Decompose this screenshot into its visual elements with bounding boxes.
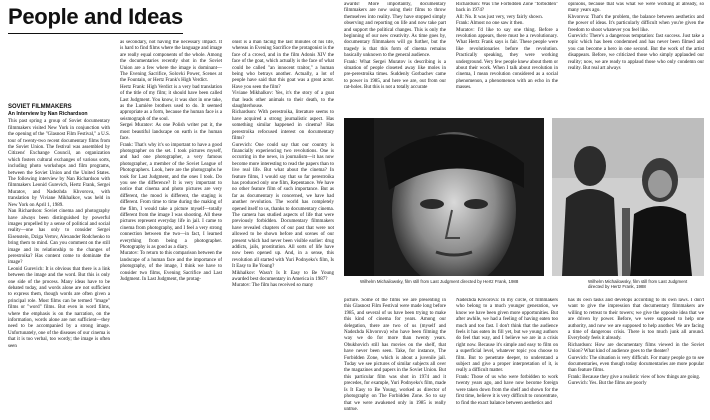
paragraph: has its own tasks and develops according to its own laws. I don't want to give the impression that documentary filmmakers are willing to retreat to their towers; we give the opposite idea that we are driven by power. Before, we were supposed to help one authority, and now we are supposed to help another. We are facing a time of dangerous crisis. There is too much junk all around. Everybody feels it already. [568, 298, 704, 342]
paragraph: Richardson: With perestroika, literature seems to have acquired a strong journalistic aspect. Has something similar happened in cinema? Has perestroika refocused interest on documentary films? [232, 110, 334, 142]
paragraph: onist is a man facing the last minutes of his life, whereas in Evening Sacrifice the protagonist is the face of a crowd, and in the film Adonis XIV the face of the goat, which actually is the face of what could be called "an innocent traitor," a human being who betrays another. Actually, a lot of people have said that this goat was a great actor. Have you seen the film? [232, 40, 334, 90]
paragraph: Leonid Gurevich: It is obvious that there is a link between the image and the word. But this is only one side of the process. Many ideas have to be debated today, and words alone are not sufficient to express them, though words are often given a principal role. Most films can be termed "image" films or "word" films. But even in word films, where the emphasis is on the narration, on the information, words alone are not sufficient—they need to be accompanied by a strong image. Unfortunately, one of the diseases of our cinema is that it is too verbal, too wordy; the image is often seen [8, 266, 110, 349]
film-still-right [552, 118, 704, 276]
paragraph: Mikhalkov: Wasn't Is It Easy to Be Young awarded best documentary in America in 1987? [232, 270, 334, 283]
right-photo-caption: Wilhelm Michailowsky, film still from Last Judgment directed by Hertz Frank, 1988 [588, 279, 688, 290]
paragraph: All: No. It was just very, very fairly shown. [456, 14, 544, 20]
paragraph: Gurevich: One could say that our country is financially experiencing two revolutions. One is occurring in the news, in journalism—it has now become more interesting to read the papers than to live real life. But what about the cinema? In feature films, I would say that so far perestroika has produced only one film, Repentance. We have no other feature film of such importance. But as far as documentary is concerned, we have had another revolution. The world has completely opened itself to us, thanks to documentary cinema. The camera has studied aspects of life that were previously forbidden. Documentary filmmakers have revealed chapters of our past that were not allowed to be shown before and scenes of our present which had never been visible earlier: drug addicts, jails, prostitution. All sorts of life have now been opened up. And, in a sense, this revolution all started with Yuri Podnyeks's film, Is It Easy to Be Young? [232, 142, 334, 270]
paragraph: Gurevich: The situation is very difficult. For many people go to see documentaries, even though today documentaries are more popular than feature films. [568, 355, 704, 374]
film-still-left [344, 118, 544, 276]
article-column-6-bottom [568, 298, 704, 418]
paragraph: Gurevich: Yes. But the films are poorly [568, 381, 647, 387]
article-column-4-top [344, 2, 446, 114]
article-column-3 [232, 40, 334, 416]
article-heading: SOVIET FILMMAKERS [8, 104, 72, 110]
article-column-5-top [456, 2, 558, 114]
paragraph: Sergei Muratov: As one Polish writer put it, the most beautiful landscape on earth is the human face. [120, 123, 222, 142]
title-rule [8, 33, 183, 34]
paragraph: Nan Richardson: Soviet cinema and photography have always been distinguished by powerful images propelled by a sense of political and social reality—one has only to consider Sergei Eisenstein, Dziga Vertov, Alexander Rodchenko to bring them to mind. Can you comment on the still image and its relationship to the changes of perestroika? Has content come to dominate the image? [8, 209, 110, 266]
paragraph: Frank: That's why it's so important to have a good photographer on the set. I took pictures myself, and had one photographer, a very famous photographer, a member of the Soviet League of Photographers. Look, here are the photographs he took for Last Judgment, and the ones I took. Do you see the difference? It is very important to notice that cinema and photo pictures are very different, the mood is different, the staging is different. From time to time during the making of the film, I would take a picture myself—totally different from the image I was shooting. All these pictures represent everyday life in jail. I came to cinema from photography, and I feel a very strong connection between the two—in fact, I learned everything from being a photographer. Photography is as good as a diary. [120, 142, 222, 250]
jail-scene-image [552, 118, 704, 276]
article-column-6-top [568, 2, 704, 114]
paragraph: as secondary, not having the necessary impact. It is hard to find films where the language and image are really equal components of the whole. Among the documentaries recently shot in the Soviet Union are a few where the image is dominant—The Evening Sacrifice, Solovki Power, Scenes at the Fountain, or Hertz Frank's High Verdict. [120, 40, 222, 84]
paragraph: Muratov: I'd like to say one thing. Before a revolution appears, there must be a revolutionary. What Hertz Frank says is fair. These people were like revolutionaries before the revolution. Practically speaking, they were working underground. Very few people knew about them or about their work. When I talk about revolution in cinema, I mean revolution considered as a social phenomenon, a phenomenon with an echo in the masses. [456, 27, 558, 91]
paragraph: awards! More importantly, documentary filmmakers are now using their films to throw themselves into reality. They have stopped simply observing and reporting on life and now take part and support the political changes. This is only the beginning of our new creativity. As time goes by, documentary filmmakers will go further, but the tragedy is that this form of cinema remains basically unknown to the general audience. [344, 2, 446, 59]
article-column-5-bottom [456, 298, 558, 418]
paragraph: This past spring a group of Soviet documentary filmmakers visited New York in conjunction with the opening of the "Glasnost Film Festival," a U.S. tour of twenty-two recent documentary films from the Soviet Union. The festival was assembled by Citizens' Exchange Council, an organization which fosters cultural exchanges of various sorts, including photo workshops and film programs, between the Soviet Union and the United States. The following interview by Nan Richardson with filmmakers Leonid Gurevich, Hertz Frank, Sergei Muratov, and Nadezhda Khvorova, with translation by Viviane Mikhalkov, was held in New York on April 1, 1989. [8, 119, 110, 208]
paragraph: Richardson: How are documentary films viewed in the Soviet Union? What kind of audience goes to the theater? [568, 342, 704, 355]
portrait-image [344, 118, 544, 276]
article-column-4-bottom [344, 298, 446, 418]
paragraph: Frank: Those of us who were forbidden to work twenty years ago, and have now become foreign were taken down from the shelf and shown for the first time, believe it is very difficult to concentrate, to find the exact balance between aesthetics and [456, 374, 558, 406]
paragraph: Muratov: To return to this comparison between the landscape of a human face and the importance of photography, of the image, I think we have to consider two films, Evening Sacrifice and Last Judgment. In Last Judgment, the protag- [120, 251, 222, 283]
paragraph: Gurevich: There's a dangerous temptation: fast success. Just take a topic which has been condemned and has never been filmed and you can become a hero in one second. But the work of the artist disappears. Before, we criticized those who simply applauded our reality; now, we are ready to applaud those who only condemn our reality. But real art always [568, 34, 704, 72]
paragraph: Khvorova: That's the problem, the balance between aesthetics and the power of ideas. It's particularly difficult when you're given the freedom to shoot whatever you feel like. [568, 14, 704, 33]
paragraph: Frank: Because they give a realistic view of how things are going. [568, 374, 701, 380]
paragraph: picture. Some of the films we are presenting in this Glasnost Film Festival were made long before 1985, and several of us have been trying to make this kind of cinema for years. Among our delegation, there are two of us (myself and Nadezhda Khvorova) who have been filming the way we do for more than twenty years. Obukhovich still has movies on the shelf, that have never been seen. Take, for instance, The Forbidden Zone, which is about a juvenile jail. Today we see pictures of similar subjects all over the magazines and papers in the Soviet Union. But this particular film was shot in 1974 and it precedes, for example, Yuri Podnyeks's film, made Is It Easy to Be Young, worked as director of photography on The Forbidden Zone. So to say that we were awakened only in 1985 is really untrue. [344, 298, 446, 412]
paragraph: Viviane Mikhalkov: Yes, it's the story of a goat that leads other animals to their death, to the slaughterhouse. [232, 91, 334, 110]
paragraph: Richardson: Was The Forbidden Zone "forbidden" back in 1974? [456, 2, 558, 14]
article-column-1 [8, 40, 110, 416]
paragraph: Nadezhda Khvorova: In my circle, of filmmakers who belong to a much younger generation, we know we have been given more opportunities. But after awhile, we had a feeling of having eaten too much and too fast. I don't think that the audience feels it has eaten its fill yet, but we young authors do feel that way, and I believe we are in a crisis right now. Because it's simple and easy to film on a superficial level, whatever topic you choose to film. But to penetrate deeper, to understand a subject and give a proper interpretation of it, is really a difficult matter. [456, 298, 558, 374]
section-title: People and Ideas [8, 4, 183, 29]
paragraph: opinions, because that was what we were working at already, so many years ago. [568, 2, 704, 14]
paragraph: Frank: Almost no one saw it then. [456, 21, 524, 27]
paragraph: Frank: What Sergei Muratov is describing is a situation of people closeted away like moles in pre-perestroika times. Suddenly Gorbachev came to power in 1985, and here we are, out from our rat-holes. But this is not a totally accurate [344, 59, 446, 91]
left-photo-caption: Wilhelm Michailowsky, film still from Last Judgment directed by Hertz Frank, 1988 [360, 279, 519, 284]
paragraph: Hertz Frank: High Verdict is a very bad translation of the title of my film; it should have been called Last Judgment. You know, it was shot in one take, as the Lumière brothers used to do. It seemed appropriate as a form, because the human face is a seismograph of the soul. [120, 84, 222, 122]
paragraph: Muratov: The film has received so many [232, 283, 314, 289]
article-column-2 [120, 40, 222, 416]
article-byline: An Interview by Nan Richardson [8, 111, 88, 117]
